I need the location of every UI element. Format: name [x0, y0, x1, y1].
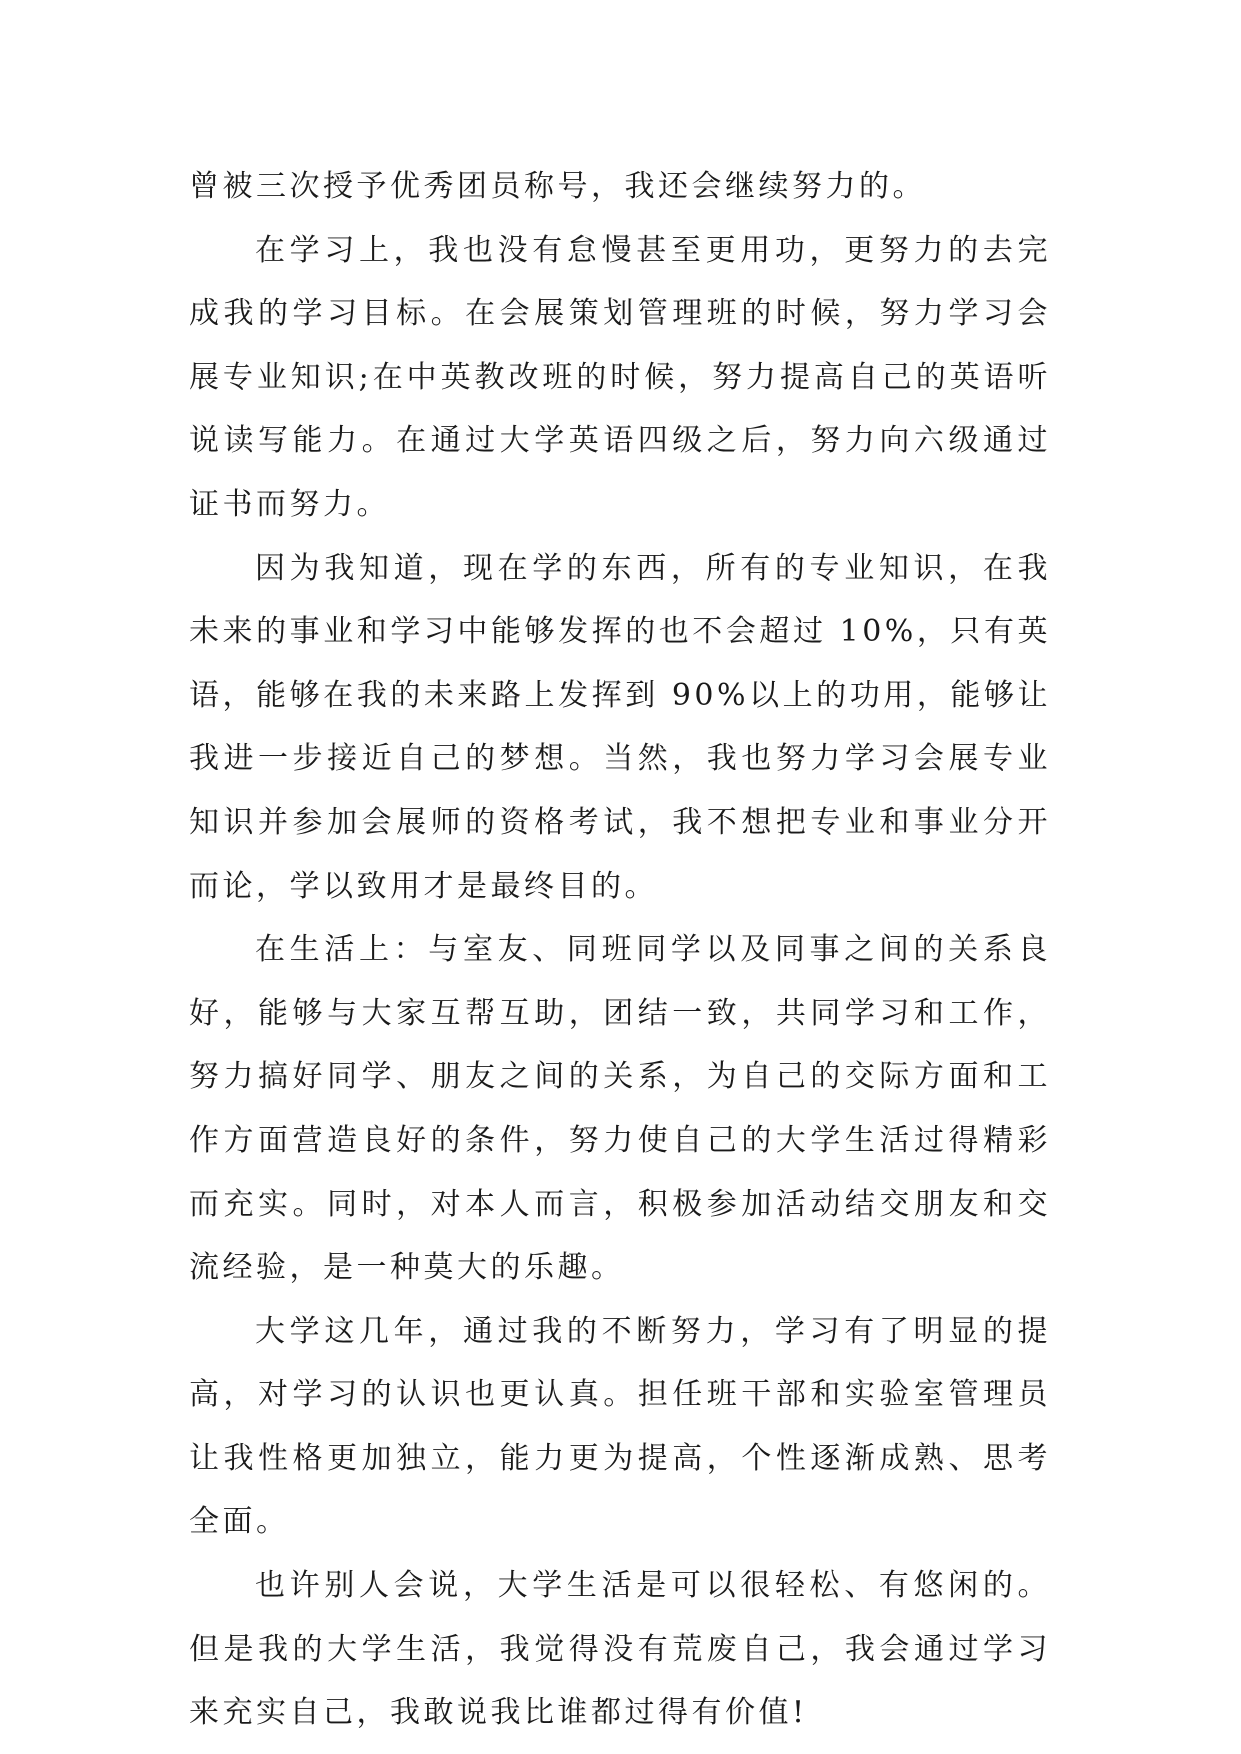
- document-body: [189, 155, 1051, 1745]
- paragraph-study: 在学习上，我也没有怠慢甚至更用功，更努力的去完成我的学习目标。在会展策划管理班的时候，努力学习会展专业知识;在中英教改班的时候，努力提高自己的英语听说读写能力。在通过大学英语四级之后，努力向六级通过证书而努力。: [189, 232, 1051, 522]
- paragraph-life: 在生活上：与室友、同班同学以及同事之间的关系良好，能够与大家互帮互助，团结一致，共同学习和工作，努力搞好同学、朋友之间的关系，为自己的交际方面和工作方面营造良好的条件，努力使自己的大学生活过得精彩而充实。同时，对本人而言，积极参加活动结交朋友和交流经验，是一种莫大的乐趣。: [189, 932, 1051, 1286]
- paragraph-continuation: 曾被三次授予优秀团员称号，我还会继续努力的。: [189, 169, 926, 204]
- paragraph-college-years: 大学这几年，通过我的不断努力，学习有了明显的提高，对学习的认识也更认真。担任班干部和实验室管理员让我性格更加独立，能力更为提高，个性逐渐成熟、思考全面。: [189, 1313, 1051, 1540]
- paragraph-conclusion: 也许别人会说，大学生活是可以很轻松、有悠闲的。但是我的大学生活，我觉得没有荒废自己，我会通过学习来充实自己，我敢说我比谁都过得有价值!: [189, 1568, 1051, 1731]
- paragraph-english: 因为我知道，现在学的东西，所有的专业知识，在我未来的事业和学习中能够发挥的也不会超过 10%，只有英语，能够在我的未来路上发挥到 90%以上的功用，能够让我进一步接近自己的梦想。当然，我也努力学习会展专业知识并参加会展师的资格考试，我不想把专业和事业分开而论，学以致用才是最终目的。: [189, 550, 1051, 904]
